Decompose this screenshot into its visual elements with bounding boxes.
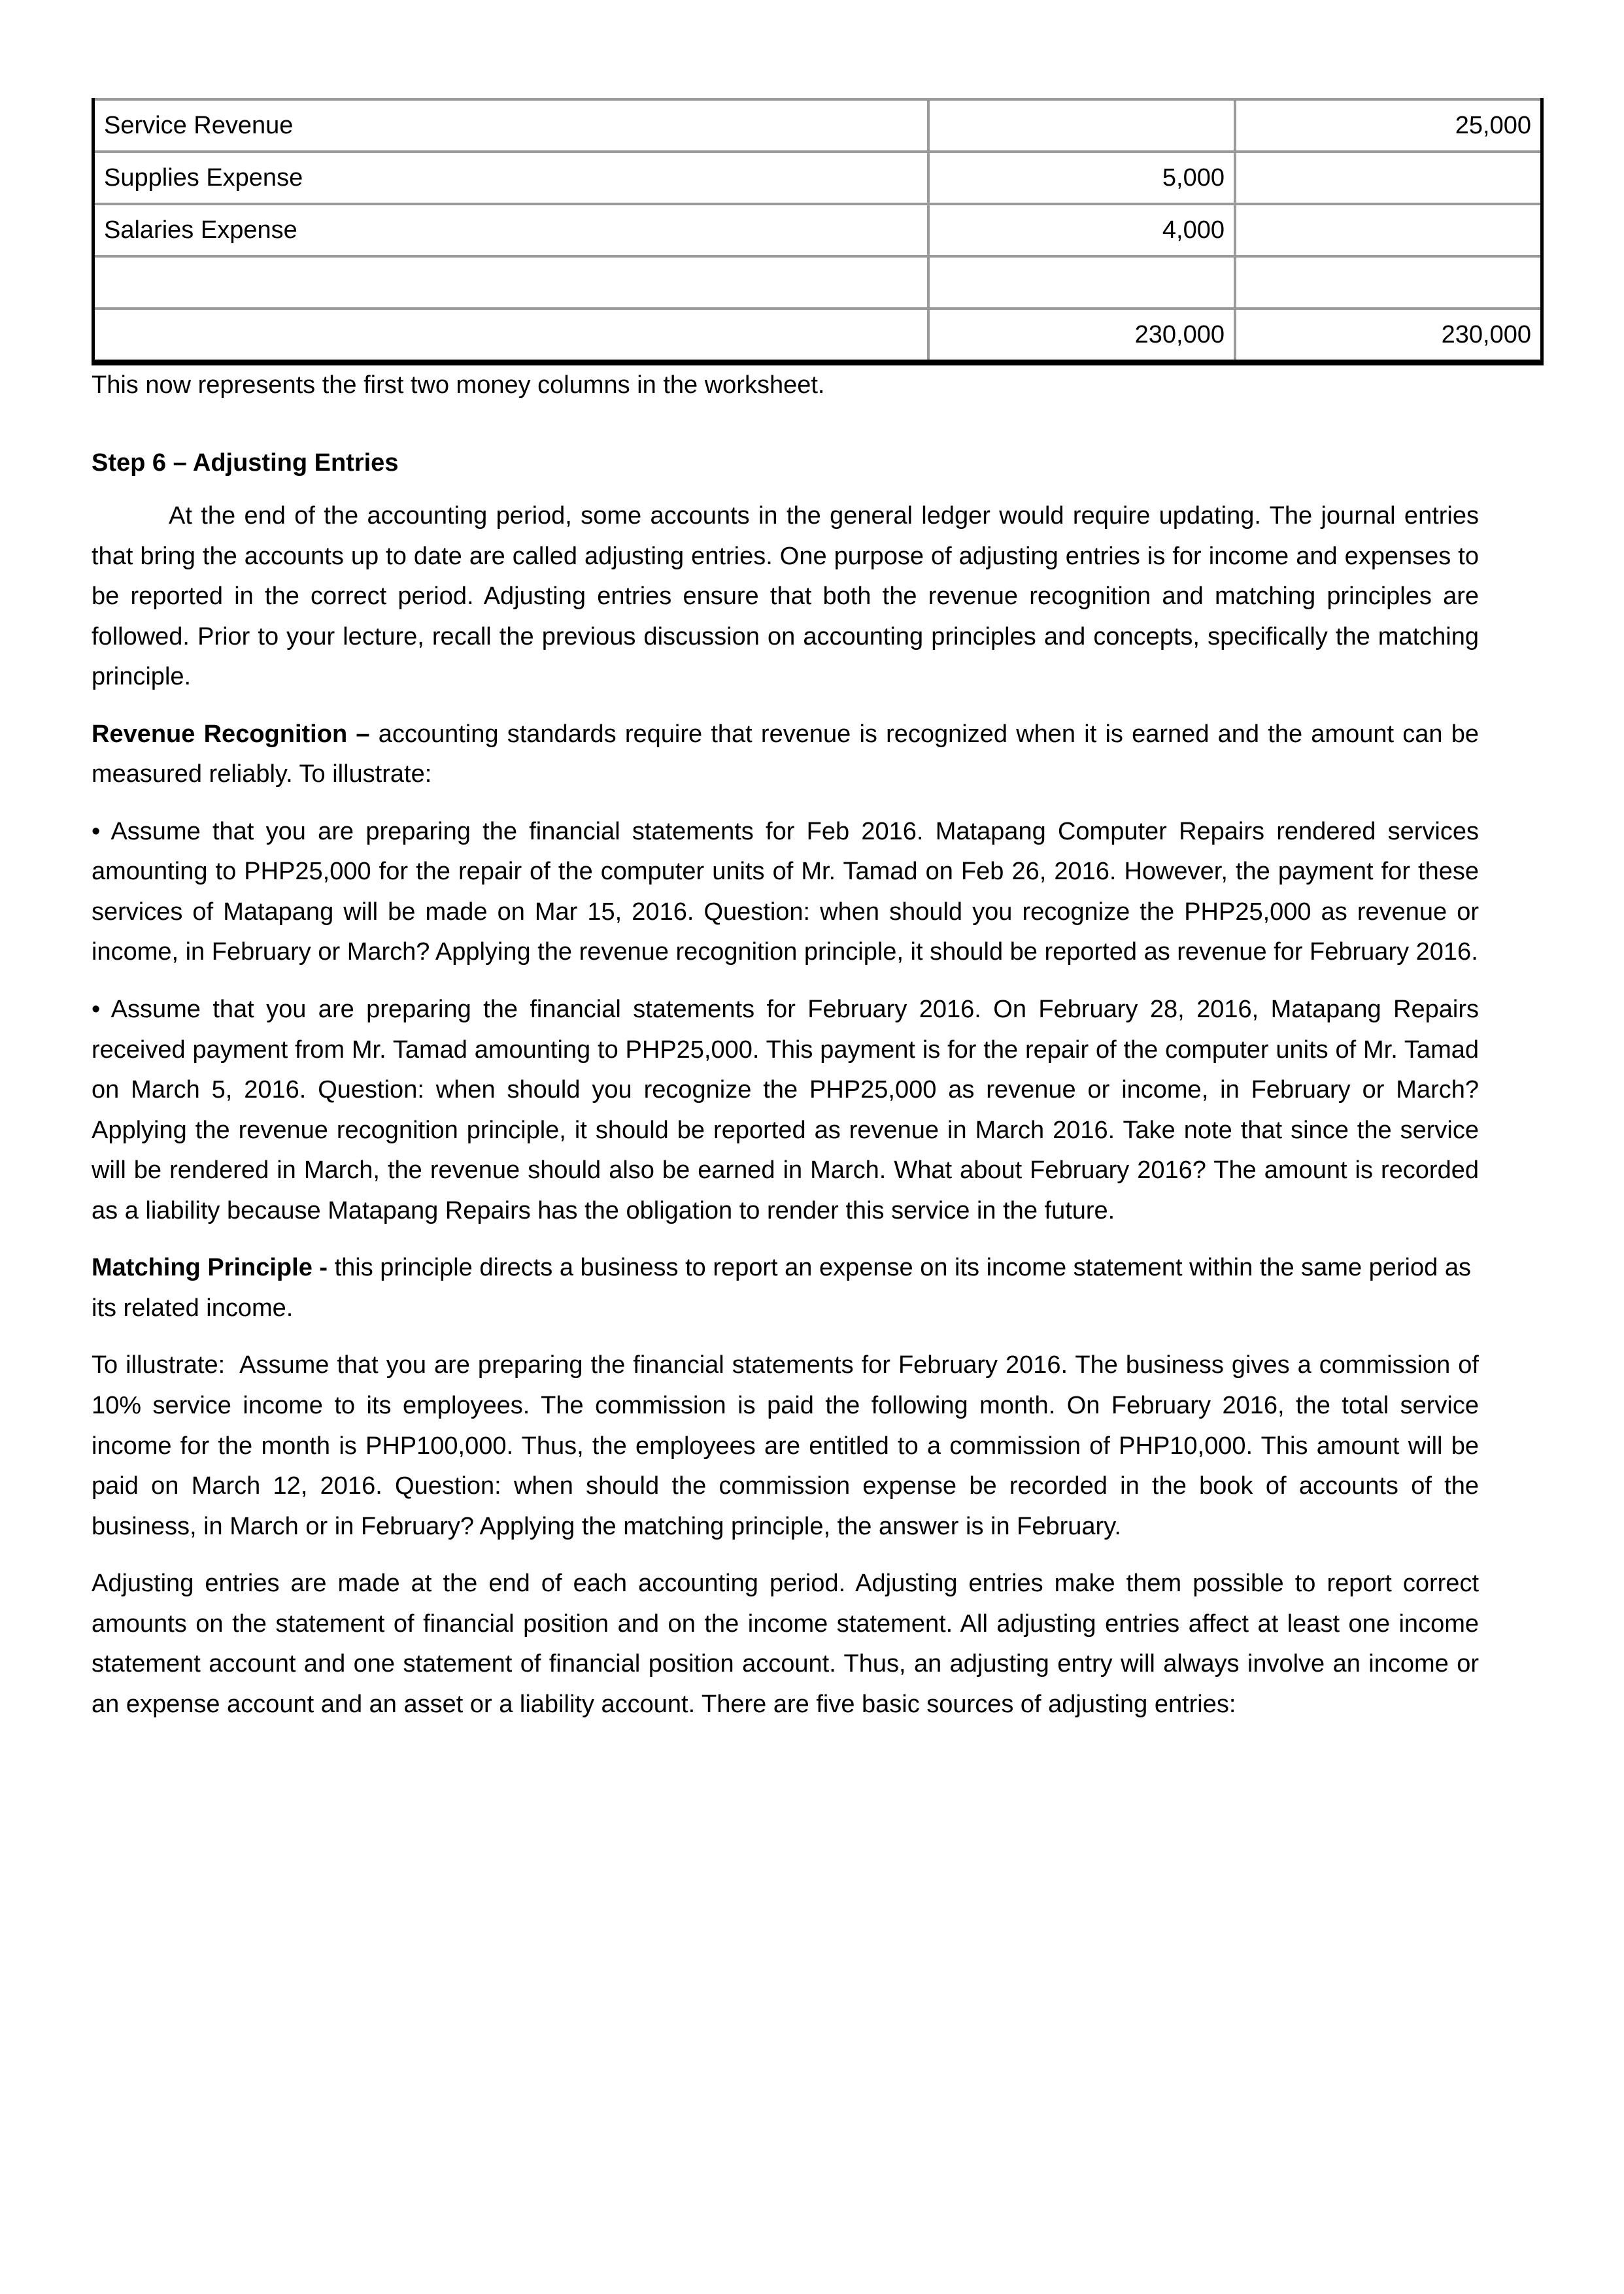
- total-debit-cell: 230,000: [928, 309, 1235, 363]
- matching-principle-definition: this principle directs a business to report an expense on its income statement within the same period as its related income.: [92, 1254, 1471, 1322]
- total-credit-cell: 230,000: [1235, 309, 1542, 363]
- trial-balance-table: [92, 98, 1544, 365]
- table-body: [93, 99, 1542, 363]
- debit-amount-cell: [928, 99, 1235, 152]
- credit-amount-cell: [1235, 256, 1542, 309]
- closing-paragraph: Adjusting entries are made at the end of each accounting period. Adjusting entries make them possible to report correct amounts on the statement of financial position and on the income statement. All adjusting entries affect at least one income statement account and one statement of financial position account. Thus, an adjusting entry will always involve an income or an expense account and an asset or a liability account. There are five basic sources of adjusting entries:: [92, 1570, 1479, 1718]
- account-name-cell: [93, 309, 929, 363]
- debit-amount-cell: [928, 256, 1235, 309]
- debit-amount-cell: 4,000: [928, 204, 1235, 256]
- step6-intro-paragraph: At the end of the accounting period, some accounts in the general ledger would require updating. The journal entries that bring the accounts up to date are called adjusting entries. One purpose of adjusting entries is for income and expenses to be reported in the correct period. Adjusting entries ensure that both the revenue recognition and matching principles are followed. Prior to your lecture, recall the previous discussion on accounting principles and concepts, specifically the matching principle.: [92, 502, 1479, 691]
- credit-amount-cell: [1235, 152, 1542, 204]
- table-row-totals: [93, 309, 1542, 363]
- table-row: [93, 99, 1542, 152]
- debit-amount-cell: 5,000: [928, 152, 1235, 204]
- matching-principle-lead: Matching Principle -: [92, 1254, 335, 1282]
- revenue-recognition-bullet-1: • Assume that you are preparing the financial statements for Feb 2016. Matapang Computer Repairs rendered services amounting to PHP25,000 for the repair of the computer units of Mr. Tamad on Feb 26, 2016. However, the payment for these services of Matapang will be made on Mar 15, 2016. Question: when should you recognize the PHP25,000 as revenue or income, in February or March? Applying the revenue recognition principle, it should be reported as revenue for February 2016.: [92, 817, 1479, 966]
- credit-amount-cell: [1235, 204, 1542, 256]
- revenue-recognition-paragraph: [92, 715, 1479, 795]
- matching-principle-illustration: To illustrate: Assume that you are preparing the financial statements for February 2016. The business gives a commission of 10% service income to its employees. The commission is paid the following month. On February 2016, the total service income for the month is PHP100,000. Thus, the employees are entitled to a commission of PHP10,000. This amount will be paid on March 12, 2016. Question: when should the commission expense be recorded in the book of accounts of the business, in March or in February? Applying the matching principle, the answer is in February.: [92, 1351, 1486, 1540]
- table-row: [93, 152, 1542, 204]
- matching-principle-paragraph: [92, 1248, 1479, 1328]
- credit-amount-cell: 25,000: [1235, 99, 1542, 152]
- table-row-blank: [93, 256, 1542, 309]
- revenue-recognition-bullet-2: • Assume that you are preparing the financial statements for February 2016. On February 28, 2016, Matapang Repairs received payment from Mr. Tamad amounting to PHP25,000. This payment is for the repair of the computer units of Mr. Tamad on March 5, 2016. Question: when should you recognize the PHP25,000 as revenue or income, in February or March? Applying the revenue recognition principle, it should be reported as revenue in March 2016. Take note that since the service will be rendered in March, the revenue should also be earned in March. What about February 2016? The amount is recorded as a liability because Matapang Repairs has the obligation to render this service in the future.: [92, 996, 1479, 1224]
- account-name-cell: [93, 256, 929, 309]
- revenue-recognition-lead: Revenue Recognition –: [92, 720, 379, 748]
- account-name-cell: Supplies Expense: [93, 152, 929, 204]
- table-caption: This now represents the first two money columns in the worksheet.: [92, 371, 825, 399]
- page-title: Step 6 – Adjusting Entries: [92, 448, 399, 477]
- account-name-cell: Service Revenue: [93, 99, 929, 152]
- account-name-cell: Salaries Expense: [93, 204, 929, 256]
- revenue-recognition-definition: accounting standards require that revenue is recognized when it is earned and the amount can be measured reliably. To illustrate:: [92, 720, 1480, 788]
- table-row: [93, 204, 1542, 256]
